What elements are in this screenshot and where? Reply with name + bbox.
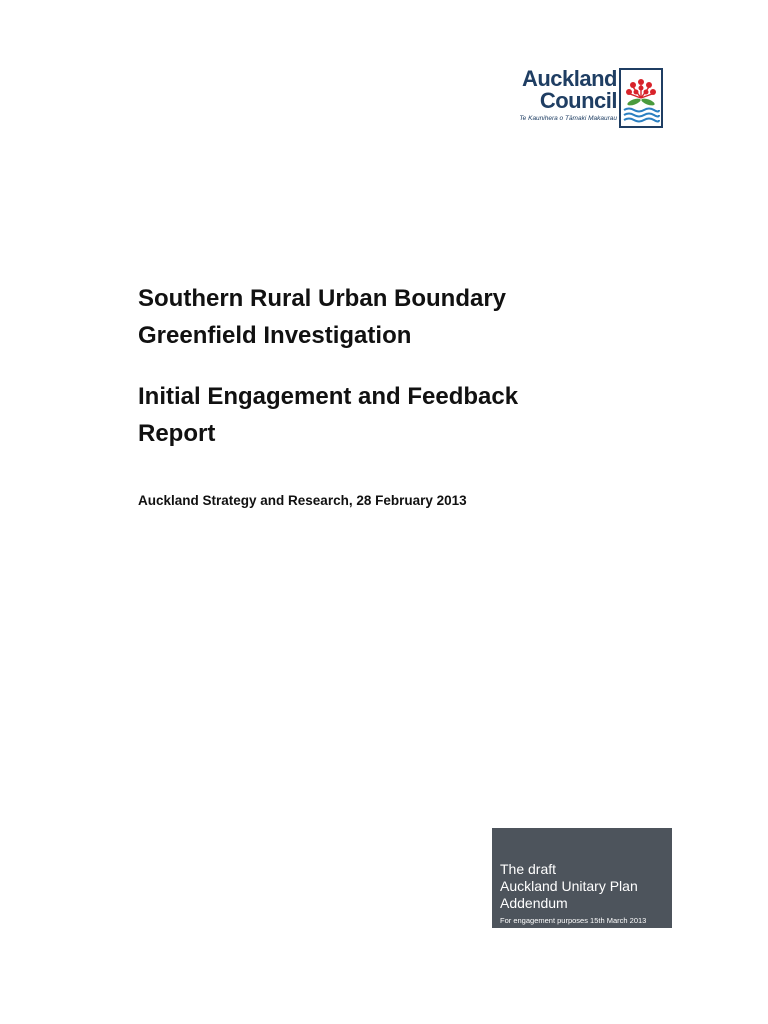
badge-line-1: The draft: [500, 861, 557, 877]
title-line-2: Greenfield Investigation: [138, 322, 412, 349]
badge-line-3: Addendum: [500, 895, 568, 911]
badge-engagement-note: For engagement purposes 15th March 2013: [500, 916, 647, 925]
logo-line-council: Council: [539, 88, 617, 113]
subtitle-line-2: Report: [138, 420, 216, 447]
draft-unitary-plan-badge: [492, 828, 672, 928]
logo-tagline: Te Kaunihera o Tāmaki Makaurau: [519, 115, 617, 122]
subtitle-line-1: Initial Engagement and Feedback: [138, 383, 519, 410]
auckland-council-logo: [488, 68, 663, 130]
badge-line-2: Auckland Unitary Plan: [500, 878, 638, 894]
report-title: [138, 280, 658, 354]
report-title-block: [138, 280, 658, 452]
logo-wordmark: [519, 68, 617, 124]
report-byline: Auckland Strategy and Research, 28 February 2013: [138, 493, 467, 508]
report-subtitle: [138, 378, 658, 452]
logo-line-auckland: Auckland: [521, 66, 617, 91]
pohutukawa-emblem-icon: [619, 68, 663, 128]
title-line-1: Southern Rural Urban Boundary: [138, 285, 507, 312]
